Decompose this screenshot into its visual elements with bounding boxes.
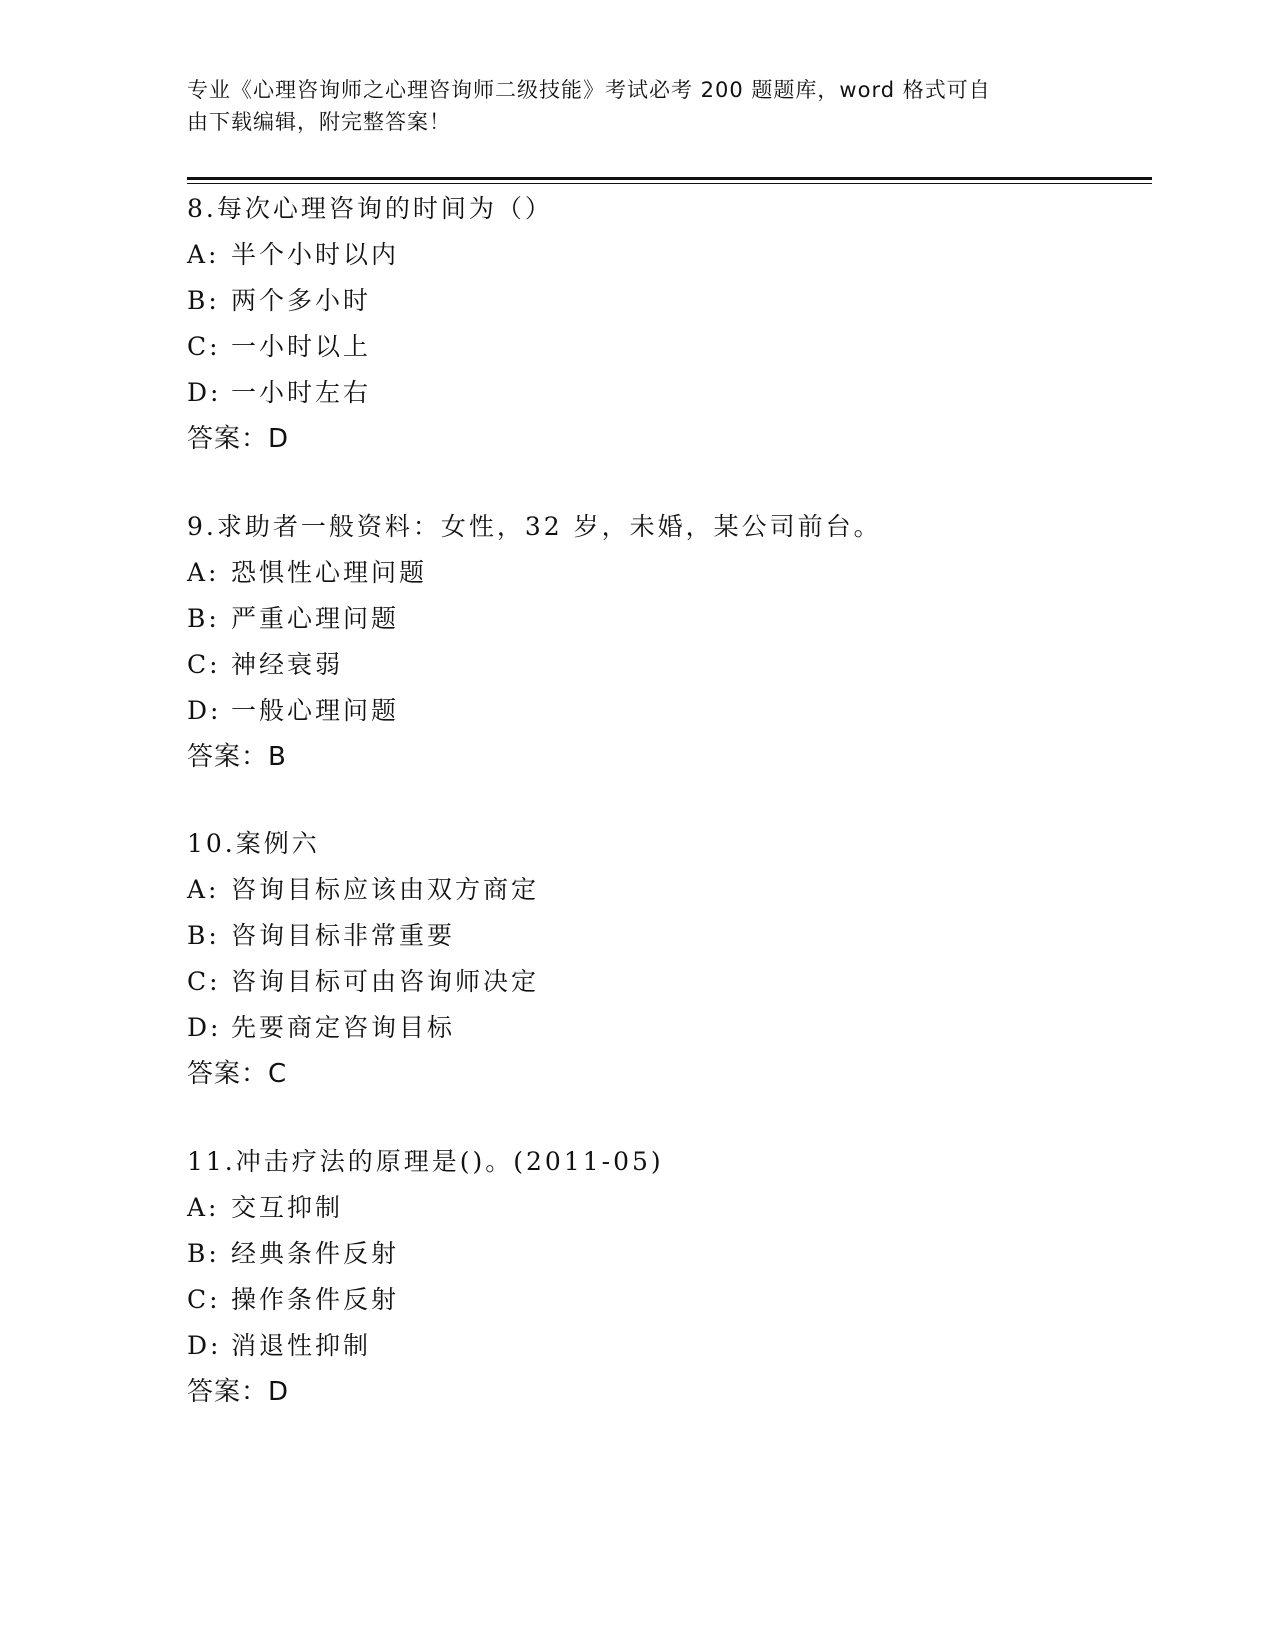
- option-letter: B:: [187, 1239, 220, 1268]
- question-8: [187, 186, 1137, 462]
- option-letter: A:: [187, 240, 220, 269]
- question-title: 8.每次心理咨询的时间为（）: [187, 194, 553, 223]
- option-letter: A:: [187, 875, 220, 904]
- option-d: [187, 370, 1137, 416]
- option-text: 先要商定咨询目标: [231, 1013, 456, 1042]
- option-letter: C:: [187, 650, 221, 679]
- option-a: [187, 232, 1137, 278]
- option-d: [187, 688, 1137, 734]
- option-b: [187, 596, 1137, 642]
- answer-line: 答案：D: [187, 1377, 290, 1407]
- question-title: 9.求助者一般资料：女性，32 岁，未婚，某公司前台。: [187, 512, 882, 541]
- option-text: 神经衰弱: [231, 650, 344, 679]
- option-text: 一小时以上: [231, 332, 372, 361]
- option-letter: D:: [187, 378, 222, 407]
- option-b: [187, 913, 1137, 959]
- option-c: [187, 1277, 1137, 1323]
- header-line-2: 由下载编辑，附完整答案！: [187, 110, 451, 134]
- option-c: [187, 959, 1137, 1005]
- option-letter: C:: [187, 967, 221, 996]
- option-text: 两个多小时: [231, 286, 372, 315]
- question-title: 10.案例六: [187, 829, 320, 858]
- option-letter: C:: [187, 1285, 221, 1314]
- option-text: 操作条件反射: [231, 1285, 400, 1314]
- header-rule-thin: [187, 183, 1152, 184]
- option-text: 交互抑制: [231, 1193, 344, 1222]
- option-text: 一小时左右: [231, 378, 372, 407]
- option-letter: B:: [187, 286, 220, 315]
- option-text: 恐惧性心理问题: [231, 558, 428, 587]
- option-letter: D:: [187, 696, 222, 725]
- option-letter: A:: [187, 558, 220, 587]
- option-text: 咨询目标应该由双方商定: [231, 875, 540, 904]
- option-b: [187, 1231, 1137, 1277]
- option-a: [187, 867, 1137, 913]
- option-a: [187, 1185, 1137, 1231]
- option-letter: D:: [187, 1331, 222, 1360]
- question-title: 11.冲击疗法的原理是()。(2011-05): [187, 1147, 664, 1176]
- option-text: 咨询目标可由咨询师决定: [231, 967, 540, 996]
- option-letter: A:: [187, 1193, 220, 1222]
- document-header: [187, 74, 1087, 138]
- question-10: [187, 821, 1137, 1097]
- option-letter: B:: [187, 921, 220, 950]
- header-rule-thick: [187, 177, 1152, 180]
- option-text: 一般心理问题: [231, 696, 400, 725]
- option-b: [187, 278, 1137, 324]
- option-text: 半个小时以内: [231, 240, 400, 269]
- option-c: [187, 324, 1137, 370]
- answer-line: 答案：D: [187, 424, 290, 454]
- question-11: [187, 1139, 1137, 1415]
- answer-line: 答案：C: [187, 1059, 288, 1089]
- option-d: [187, 1323, 1137, 1369]
- option-text: 消退性抑制: [231, 1331, 372, 1360]
- option-letter: B:: [187, 604, 220, 633]
- header-line-1: 专业《心理咨询师之心理咨询师二级技能》考试必考 200 题题库，word 格式可自: [187, 78, 991, 102]
- option-d: [187, 1005, 1137, 1051]
- option-a: [187, 550, 1137, 596]
- answer-line: 答案：B: [187, 742, 287, 772]
- option-text: 经典条件反射: [231, 1239, 400, 1268]
- option-text: 咨询目标非常重要: [231, 921, 456, 950]
- option-letter: C:: [187, 332, 221, 361]
- option-c: [187, 642, 1137, 688]
- question-9: [187, 504, 1137, 780]
- option-letter: D:: [187, 1013, 222, 1042]
- option-text: 严重心理问题: [231, 604, 400, 633]
